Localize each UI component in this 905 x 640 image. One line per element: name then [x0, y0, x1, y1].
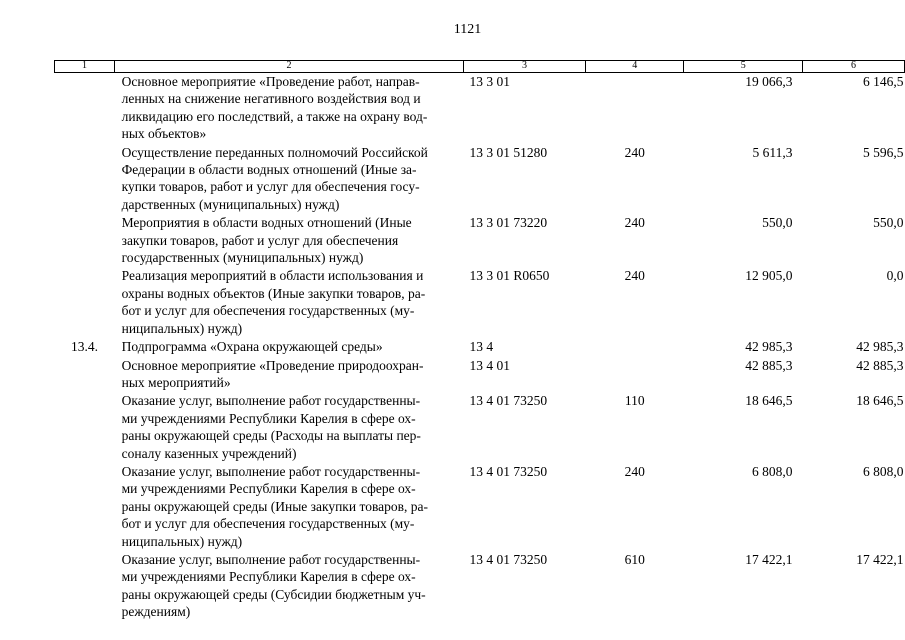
table-row	[55, 73, 905, 144]
row-number	[55, 463, 115, 551]
row-number	[55, 214, 115, 267]
row-name-line: Осуществление переданных полномочий Российской	[121, 144, 428, 160]
target-code: 13 3 01 51280	[469, 144, 548, 160]
row-name-line: ми учреждениями Республики Карелия в сфере ох-	[121, 410, 416, 426]
row-name-line: государственных (муниципальных) нужд)	[121, 250, 364, 266]
row-number	[55, 267, 115, 338]
row-number	[55, 392, 115, 463]
row-number	[55, 357, 115, 393]
row-name-line: ных объектов»	[121, 126, 207, 142]
row-number: 13.4.	[71, 339, 99, 355]
target-code: 13 3 01 R0650	[469, 268, 550, 284]
amount-year-2: 42 985,3	[856, 339, 904, 355]
target-code: 13 3 01 73220	[469, 215, 548, 231]
table-row	[55, 392, 905, 463]
row-name	[115, 73, 464, 144]
row-name-line: Мероприятия в области водных отношений (Иные	[121, 215, 412, 231]
amount-year-1: 6 808,0	[752, 463, 793, 479]
row-name-line: Оказание услуг, выполнение работ государственны-	[121, 393, 421, 409]
amount-year-2: 0,0	[886, 268, 904, 284]
amount-year-2: 6 808,0	[863, 463, 904, 479]
row-name-line: Подпрограмма «Охрана окружающей среды»	[121, 339, 383, 355]
row-name-line: бот и услуг для обеспечения государственных (му-	[121, 516, 415, 532]
row-name-line: ми учреждениями Республики Карелия в сфере ох-	[121, 481, 416, 497]
row-name-line: раны окружающей среды (Иные закупки товаров, ра-	[121, 498, 428, 514]
row-name-line: Федерации в области водных отношений (Иные за-	[121, 162, 417, 178]
table-row	[55, 357, 905, 393]
row-name	[115, 144, 464, 215]
table-row	[55, 338, 905, 356]
table-header-row	[55, 61, 905, 73]
expense-type: 240	[624, 268, 645, 284]
amount-year-1: 18 646,5	[745, 393, 793, 409]
row-name-line: ликвидацию его последствий, а также на охрану вод-	[121, 108, 428, 124]
row-name	[115, 357, 464, 393]
target-code: 13 4 01	[469, 357, 510, 373]
table-row	[55, 463, 905, 551]
amount-year-2: 550,0	[873, 215, 904, 231]
column-header: 6	[803, 61, 905, 73]
row-name-line: Оказание услуг, выполнение работ государственны-	[121, 463, 421, 479]
row-name-line: ниципальных) нужд)	[121, 533, 243, 549]
row-name	[115, 267, 464, 338]
row-name-line: охраны водных объектов (Иные закупки товаров, ра-	[121, 285, 426, 301]
expense-type	[585, 357, 684, 393]
row-name-line: бот и услуг для обеспечения государственных (му-	[121, 303, 415, 319]
expense-type: 240	[624, 215, 645, 231]
amount-year-1: 550,0	[762, 215, 793, 231]
column-header: 3	[463, 61, 585, 73]
expense-type	[585, 73, 684, 144]
target-code: 13 4 01 73250	[469, 463, 548, 479]
expense-type	[585, 338, 684, 356]
row-name-line: Реализация мероприятий в области использования и	[121, 268, 424, 284]
budget-table	[54, 60, 905, 622]
row-name-line: купки товаров, работ и услуг для обеспечения госу-	[121, 179, 420, 195]
row-number	[55, 144, 115, 215]
column-header: 5	[684, 61, 803, 73]
row-name-line: ниципальных) нужд)	[121, 320, 243, 336]
row-name	[115, 392, 464, 463]
row-name	[115, 338, 464, 356]
row-name-line: реждениям)	[121, 604, 191, 620]
expense-type: 110	[624, 393, 645, 409]
target-code: 13 4 01 73250	[469, 551, 548, 567]
amount-year-2: 5 596,5	[863, 144, 904, 160]
expense-type: 610	[624, 551, 645, 567]
row-name-line: соналу казенных учреждений)	[121, 445, 297, 461]
column-header: 4	[585, 61, 684, 73]
table-row	[55, 551, 905, 622]
expense-type: 240	[624, 144, 645, 160]
amount-year-2: 42 885,3	[856, 357, 904, 373]
row-name-line: раны окружающей среды (Субсидии бюджетным уч-	[121, 586, 426, 602]
table-row	[55, 144, 905, 215]
amount-year-1: 19 066,3	[745, 74, 793, 89]
amount-year-2: 17 422,1	[856, 551, 904, 567]
row-name-line: дарственных (муниципальных) нужд)	[121, 196, 340, 212]
row-name	[115, 551, 464, 622]
row-number	[55, 551, 115, 622]
target-code: 13 4	[469, 339, 494, 355]
row-name-line: Основное мероприятие «Проведение природоохран-	[121, 357, 424, 373]
row-name-line: ми учреждениями Республики Карелия в сфере ох-	[121, 569, 416, 585]
amount-year-1: 42 885,3	[745, 357, 793, 373]
row-number	[55, 73, 115, 144]
target-code: 13 3 01	[469, 74, 510, 89]
table-row	[55, 267, 905, 338]
row-name-line: ленных на снижение негативного воздействия вод и	[121, 91, 421, 107]
expense-type: 240	[624, 463, 645, 479]
amount-year-1: 42 985,3	[745, 339, 793, 355]
row-name	[115, 463, 464, 551]
page-number: 1121	[453, 22, 482, 37]
row-name	[115, 214, 464, 267]
amount-year-1: 5 611,3	[752, 144, 793, 160]
table-row	[55, 214, 905, 267]
row-name-line: закупки товаров, работ и услуг для обеспечения	[121, 232, 399, 248]
amount-year-1: 12 905,0	[745, 268, 793, 284]
row-name-line: Основное мероприятие «Проведение работ, направ-	[121, 74, 420, 89]
amount-year-1: 17 422,1	[745, 551, 793, 567]
row-name-line: ных мероприятий»	[121, 374, 231, 390]
row-name-line: Оказание услуг, выполнение работ государственны-	[121, 551, 421, 567]
amount-year-2: 6 146,5	[863, 74, 904, 89]
row-name-line: раны окружающей среды (Расходы на выплаты пер-	[121, 428, 421, 444]
amount-year-2: 18 646,5	[856, 393, 904, 409]
column-header: 2	[115, 61, 464, 73]
column-header: 1	[55, 61, 115, 73]
target-code: 13 4 01 73250	[469, 393, 548, 409]
